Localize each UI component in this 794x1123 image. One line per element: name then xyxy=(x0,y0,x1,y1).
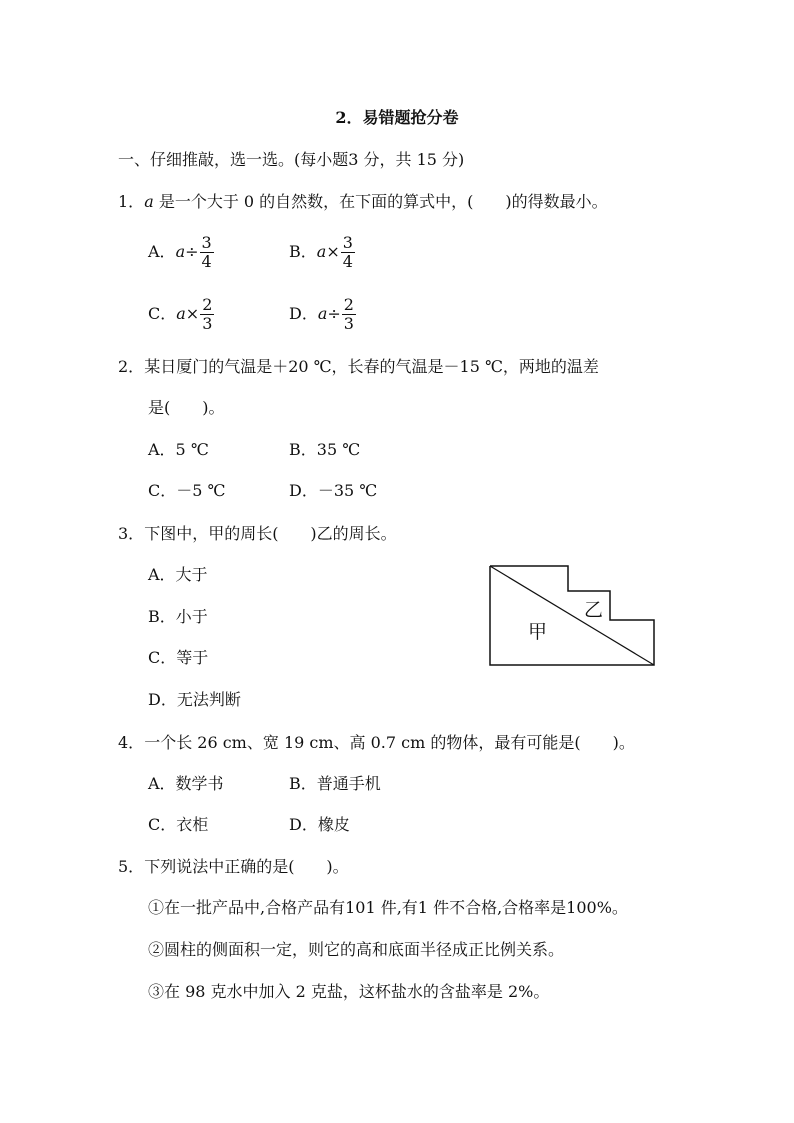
question-2-cont: 是( )。 xyxy=(148,398,225,417)
section-heading: 一、仔细推敲，选一选。(每小题3 分，共 15 分) xyxy=(118,150,465,169)
option-a: A．数学书 xyxy=(148,774,224,793)
option-c: C．－5 ℃ xyxy=(148,481,226,500)
question-5 xyxy=(118,857,349,877)
option-a: A．大于 xyxy=(148,565,208,584)
figure-diagonal xyxy=(490,566,654,665)
option-c: C．等于 xyxy=(148,648,209,667)
question-stem: 是一个大于 0 的自然数，在下面的算式中，( )的得数最小。 xyxy=(153,192,608,211)
option-b: B．普通手机 xyxy=(289,774,381,793)
statement-1: ①在一批产品中,合格产品有101 件,有1 件不合格,合格率是100%。 xyxy=(148,898,628,917)
statement-3: ③在 98 克水中加入 2 克盐，这杯盐水的含盐率是 2%。 xyxy=(148,982,550,1001)
option-b: B．小于 xyxy=(148,607,208,626)
option-c: C．衣柜 xyxy=(148,815,209,834)
label-jia: 甲 xyxy=(528,621,548,643)
label-yi: 乙 xyxy=(584,599,604,621)
option-b: B．a× $\frac{3}{4}$ xyxy=(289,233,353,271)
option-d: D．－35 ℃ xyxy=(289,481,378,500)
question-stem: 下列说法中正确的是( )。 xyxy=(144,857,349,876)
option-d: D．a÷ $\frac{2}{3}$ xyxy=(289,295,354,333)
question-3 xyxy=(118,524,397,544)
variable-a: a xyxy=(144,192,154,211)
question-number: 2． xyxy=(118,357,145,376)
question-number: 5． xyxy=(118,857,145,876)
question-stem: 一个长 26 cm、宽 19 cm、高 0.7 cm 的物体，最有可能是( )。 xyxy=(144,733,635,752)
option-b: B．35 ℃ xyxy=(289,440,361,459)
question-number: 3． xyxy=(118,524,145,543)
fraction: $\frac{2}{3}$ xyxy=(343,295,354,333)
question-2 xyxy=(118,357,599,377)
question-stem: 某日厦门的气温是＋20 ℃，长春的气温是－15 ℃，两地的温差 xyxy=(144,357,599,376)
option-a: A．5 ℃ xyxy=(148,440,209,459)
option-a: A．a÷ $\frac{3}{4}$ xyxy=(148,233,212,271)
question-number: 4． xyxy=(118,733,145,752)
fraction: $\frac{2}{3}$ xyxy=(202,295,213,333)
question-number: 1． xyxy=(118,192,145,211)
option-d: D．无法判断 xyxy=(148,690,241,709)
option-d: D．橡皮 xyxy=(289,815,350,834)
fraction: $\frac{3}{4}$ xyxy=(342,233,353,271)
page-title: 2．易错题抢分卷 xyxy=(335,108,459,127)
statement-2: ②圆柱的侧面积一定，则它的高和底面半径成正比例关系。 xyxy=(148,940,565,959)
fraction: $\frac{3}{4}$ xyxy=(201,233,212,271)
question-1 xyxy=(118,192,608,212)
question-stem: 下图中，甲的周长( )乙的周长。 xyxy=(144,524,397,543)
question-4 xyxy=(118,733,635,753)
option-c: C．a× $\frac{2}{3}$ xyxy=(148,295,213,333)
stair-figure xyxy=(488,564,660,668)
